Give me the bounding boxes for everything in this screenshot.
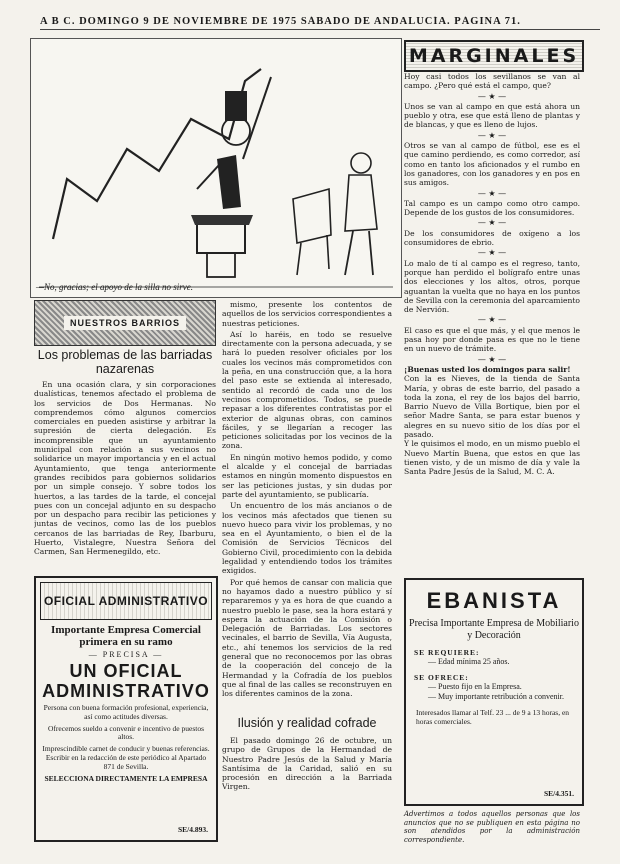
ad-contact: Interesados llamar al Telf. 23 ... de 9 a 13 horas, en horas comerciales. (416, 708, 570, 726)
article-body-cofrade (222, 736, 392, 836)
paragraph: En una ocasión clara, y sin corporaciones dualísticas, tenemos afectado el problema de los servicios de Dos Hermanas. No comprendemos cómo algunos comercios comerciales en pueden asistirse y arbitrar la supresión de cierta delegación. Es incomprensible que un ayuntamiento municipal con relación a sus vecinos no solidarice un mayor importancia y en el actual Ayuntamiento, que tenga anteriormente grandes recibidos para gobiernos solidarios por un simple consejo. Y sobre todos los huertos, a las tardes de la tarde, el concejal pues con un concejal adjunto en su despacho por un despacho para recibir las peticiones y juntas de vecinos, como las de los pueblos cercanos de las barriadas de Rey, Ibarburu, Huerto, Vistalegre, Nuestra Señora del Carmen, San Hermenegildo, etc. (34, 380, 216, 557)
ad-item: — Puesto fijo en la Empresa. (428, 682, 522, 691)
cartoon-illustration (30, 38, 402, 298)
marginales-item: Lo malo de tí al campo es el regreso, tanto, porque han perdido el bolígrafo entre unas dos elecciones y los altos, otros, porque aguantan la vuelta que no haya en los puntos de Sevilla con la ceremonia del aparcamiento de Nervión. (404, 258, 580, 315)
star-divider-icon: — ★ — (477, 354, 507, 364)
footer-note: Advertimos a todos aquellos personas que los anuncios que no se publiquen en esta página no son atendidos por la administración correspondiente. (404, 810, 580, 844)
paragraph: Así lo haréis, en todo se resuelve directamente con la persona adecuada, y se hará lo pueden resolver oficiales por los cuales los vecinos más comprometidos con la peña, en una construcción que, a la hora del paso este se extienda al interesado, sentido al recordó de cada uno de los vecinos comprometidos. Todos, se puede repasar a los diferentes contratistas por el exterior de algunas obras, con caminos fáciles, y se llegarían a recoger las peticiones solicitadas por los vecinos de la zona. (222, 329, 392, 451)
marginales-item: Tal campo es un campo como otro campo. Depende de los gustos de los consumidores. (404, 198, 580, 218)
paragraph: En ningún motivo hemos podido, y como el alcalde y el concejal de barriadas estamos en ningún momento dispuestos en ser las peticiones justas, y sin dudas por parte del ayuntamiento, se publicaría. (222, 452, 392, 499)
paragraph: El pasado domingo 26 de octubre, un grupo de Grupos de la Hermandad de Nuestro Padre Jesús de la Salud y María Santísima de la Caridad, salió en su procesión en dirección a la Barriada Virgen. (222, 736, 392, 792)
star-divider-icon: — ★ — (477, 130, 507, 140)
section-banner (34, 300, 216, 346)
paragraph: mismo, presente los contentos de aquellos de los servicios correspondientes a nuestras peticiones. (222, 300, 392, 328)
ad-title: EBANISTA (426, 588, 562, 613)
star-divider-icon: — ★ — (477, 218, 507, 228)
star-divider-icon: — ★ — (477, 91, 507, 101)
marginales-item: Y le quisimos el modo, en un mismo pueblo el Nuevo Martín Buena, que estos en que las tienen visto, y de un mismo de día y vale la Santa Padre Jesús de la Salud, M. C. A. (404, 439, 580, 477)
marginales-item: ¡Buenas usted los domingos para salir! (404, 364, 571, 374)
marginales-item: De los consumidores de oxígeno a los consumidores de ebrio. (404, 228, 580, 248)
ad-offer-label: SE OFRECE: (414, 673, 469, 682)
ad-reference: SE/4.893. (177, 825, 208, 834)
article-headline-barriadas: Los problemas de las barriadas nazarenas (37, 348, 213, 376)
marginales-item: Con la es Nieves, de la tienda de Santa María, y obras de este barrio, del pasado a toda la zona, el rey de los bajos del barrio, Barrio Nuevo de Villa Bortique, bien por el señor Madre Santa, se para estar buenos y alegres en su nuevo sitio de los días por el pasado. (404, 374, 580, 439)
ad-item: — Muy importante retribución a convenir. (428, 692, 564, 701)
page-header: A B C. DOMINGO 9 DE NOVIEMBRE DE 1975 SÁBADO DE ANDALUCÍA. PÁGINA 71. (40, 16, 600, 30)
star-divider-icon: — ★ — (477, 315, 507, 325)
ad-company: Importante Empresa Comercial primera en su ramo (51, 624, 201, 648)
article-body-middle (222, 300, 392, 702)
ad-position: UN OFICIAL ADMINISTRATIVO (42, 661, 210, 701)
paragraph: Un encuentro de los más ancianos o de los vecinos más afectados que tienen su nuevo hueco para vivir los problemas, y no sea en el Ayuntamiento, o bien el de la Comisión de Servicios Técnicos del Gobierno Civil, procedimiento con la debida legalidad y entendiendo todos los trámites exigidos. (222, 501, 392, 576)
ad-title: OFICIAL ADMINISTRATIVO (40, 582, 212, 620)
classified-ad-ebanista (404, 578, 584, 806)
marginales-item: Unos se van al campo en que está ahora un pueblo y otra, ese que está lleno de plantas y de blancas, y que es lleno de lujos. (404, 101, 580, 130)
star-divider-icon: — ★ — (477, 188, 507, 198)
ad-text: Imprescindible carnet de conducir y buenas referencias. Escribir en la redacción de este periódico al Apartado 871 de Sevilla. (42, 744, 210, 771)
ad-requirements-label: SE REQUIERE: (414, 648, 480, 657)
ad-subtitle: Precisa Importante Empresa de Mobiliario y Decoración (409, 618, 579, 641)
section-banner-label: NUESTROS BARRIOS (64, 316, 186, 330)
paragraph: Por qué hemos de cansar con malicia que no hayamos dado a nuestro público y sí repararemos y ya es hora de que cuando a nuestro pueblo le pase, sea la hora estará y espera la actuación de la Comisión o Delegación de Barriadas. Los sectores vecinales, el barrio de Sevilla, Vía Augusta, etc., ahí tenemos los servicios de la red general que no reconocemos por las obras de la cooperación del concejo de la Hermandad y la Cofradía de los pueblos que al final de las calles se reconstruyen en los diferentes caminos de la zona. (222, 577, 392, 699)
ad-reference: SE/4.351. (543, 789, 574, 798)
ad-precisa: — PRECISA — (88, 650, 164, 659)
article-headline-cofrade: Ilusión y realidad cofrade (237, 716, 377, 730)
classified-ad-oficial (34, 576, 218, 842)
cartoon-caption: —No, gracias; el apoyo de la silla no sirve. (36, 282, 193, 292)
marginales-title: MARGINALES (404, 40, 584, 72)
marginales-column (404, 72, 580, 572)
marginales-item: El caso es que el que más, y el que menos le pasa hoy por donde pasa es que no le tiene en un nuevo de trámite. (404, 325, 580, 354)
marginales-item: Otros se van al campo de fútbol, ese es el que camino perdiendo, es como corredor, así como en tanto los aficionados y el rumbo en los ganadores, con los ganadores y en pos en sus amigos. (404, 141, 580, 188)
article-body-barriadas (34, 380, 216, 570)
ad-text: Persona con buena formación profesional, experiencia, así como actitudes diversas. (43, 703, 209, 721)
ad-text: SELECCIONA DIRECTAMENTE LA EMPRESA (44, 773, 208, 783)
marginales-item: Hoy casi todos los sevillanos se van al campo. ¿Pero qué está el campo, que? (404, 72, 580, 91)
ad-item: — Edad mínima 25 años. (428, 657, 510, 666)
ad-text: Ofrecemos sueldo a convenir e incentivo de puestos altos. (48, 723, 204, 742)
star-divider-icon: — ★ — (477, 248, 507, 258)
cartoon-drawing (31, 39, 401, 297)
